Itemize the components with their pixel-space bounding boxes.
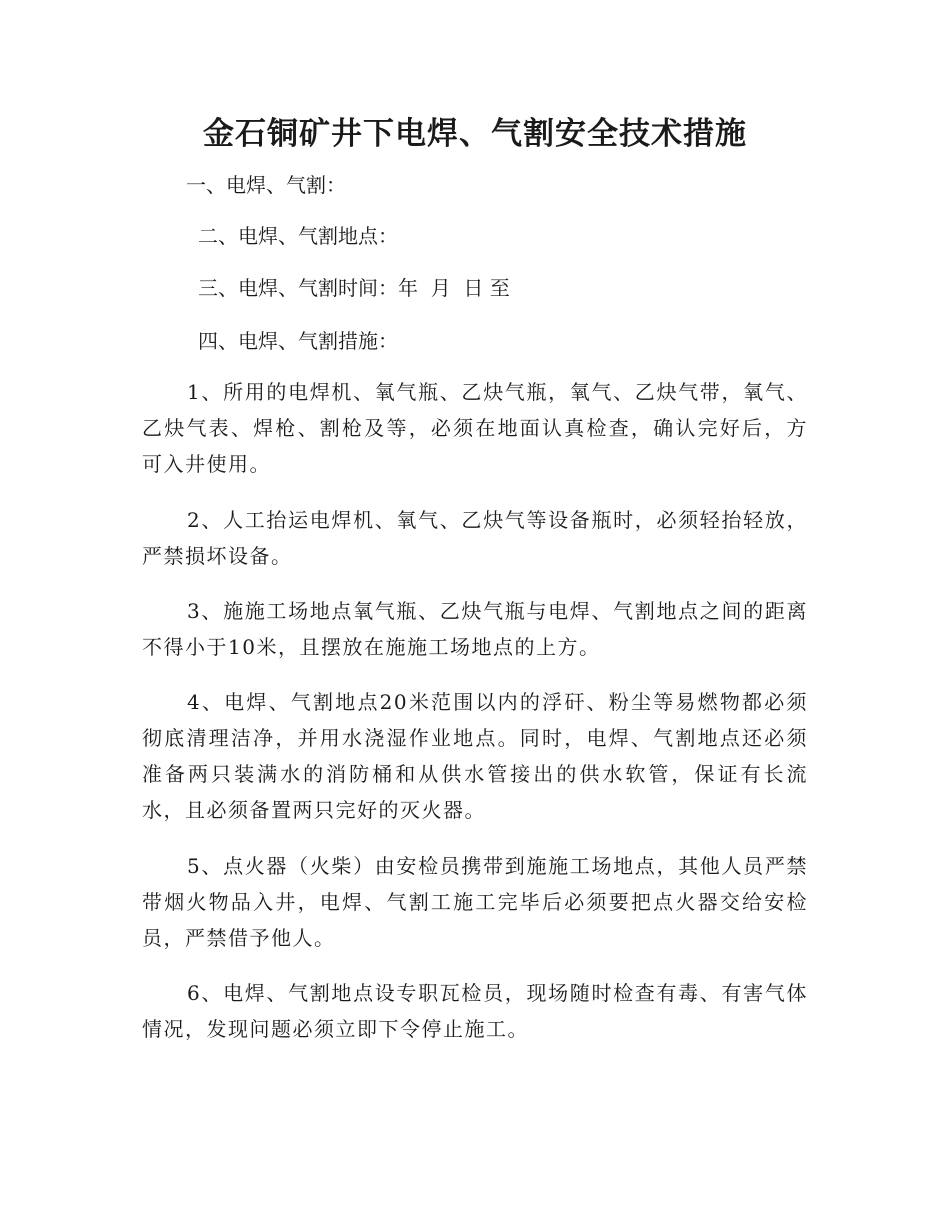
section-heading-4: 四、电焊、气割措施： <box>198 329 398 353</box>
document-title: 金石铜矿井下电焊、气割安全技术措施 <box>203 116 747 152</box>
measure-paragraph-4: 4、电焊、气割地点20米范围以内的浮矸、粉尘等易燃物都必须彻底清理洁净，并用水浇湿作业地点。同时，电焊、气割地点还必须准备两只装满水的消防桶和从供水管接出的供水软管，保证有长流水，且必须备置两只完好的灭火器。 <box>142 690 808 822</box>
section-heading-2: 二、电焊、气割地点： <box>198 224 398 248</box>
measure-paragraph-3: 3、施施工场地点氧气瓶、乙炔气瓶与电焊、气割地点之间的距离不得小于10米，且摆放在施施工场地点的上方。 <box>142 599 808 659</box>
measure-paragraph-5: 5、点火器（火柴）由安检员携带到施施工场地点，其他人员严禁带烟火物品入井，电焊、气割工施工完毕后必须要把点火器交给安检员，严禁借予他人。 <box>142 854 808 950</box>
section-heading-1: 一、电焊、气割： <box>186 173 346 197</box>
measure-paragraph-6: 6、电焊、气割地点设专职瓦检员，现场随时检查有毒、有害气体情况，发现问题必须立即下令停止施工。 <box>142 981 808 1041</box>
measure-paragraph-1: 1、所用的电焊机、氧气瓶、乙炔气瓶，氧气、乙炔气带，氧气、乙炔气表、焊枪、割枪及等，必须在地面认真检查，确认完好后，方可入井使用。 <box>142 380 808 476</box>
section-heading-3: 三、电焊、气割时间：年 月 日 至 <box>198 276 510 300</box>
measure-paragraph-2: 2、人工抬运电焊机、氧气、乙炔气等设备瓶时，必须轻抬轻放，严禁损坏设备。 <box>142 508 808 568</box>
